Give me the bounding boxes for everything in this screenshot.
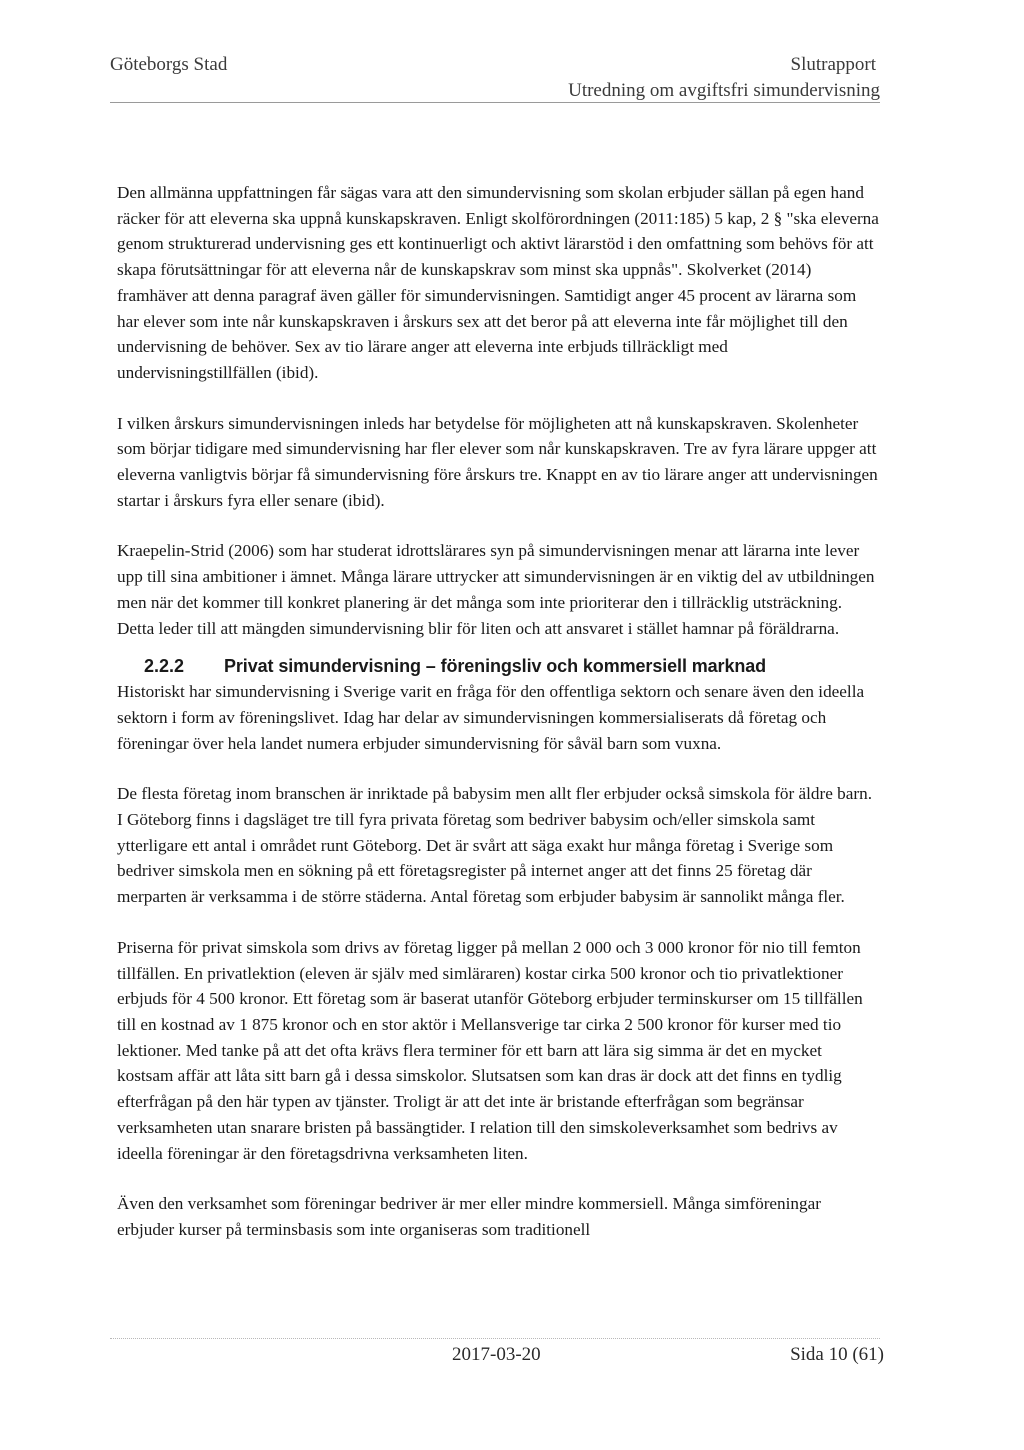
header-report-type: Slutrapport bbox=[790, 54, 876, 75]
page-header bbox=[110, 54, 880, 104]
section-title: Privat simundervisning – föreningsliv och kommersiell marknad bbox=[224, 656, 767, 677]
header-organization: Göteborgs Stad bbox=[110, 54, 228, 75]
footer-divider bbox=[110, 1338, 880, 1339]
paragraph: Även den verksamhet som föreningar bedriver är mer eller mindre kommersiell. Många simföreningar erbjuder kurser på terminsbasis som inte organiseras som traditionell bbox=[117, 1194, 821, 1239]
paragraph: Priserna för privat simskola som drivs av företag ligger på mellan 2 000 och 3 000 kronor för nio till femton tillfällen. En privatlektion (eleven är själv med simläraren) kostar cirka 500 kronor och tio privatlektioner erbjuds för 4 500 kronor. Ett företag som är baserat utanför Göteborg erbjuder terminskurser om 15 tillfällen till en kostnad av 1 875 kronor och en stor aktör i Mellansverige tar cirka 2 500 kronor för kurser med tio lektioner. Med tanke på att det ofta krävs flera terminer för ett barn att lära sig simma är det en mycket kostsam affär att låta sitt barn gå i dessa simskolor. Slutsatsen som kan dras är dock att det finns en tydlig efterfrågan på den här typen av tjänster. Troligt är att det inte är bristande efterfrågan som begränsar verksamheten utan snarare bristen på bassängtider. I relation till den simskoleverksamhet som bedrivs av ideella föreningar är den företagsdrivna verksamheten liten. bbox=[117, 937, 863, 1163]
header-report-title: Utredning om avgiftsfri simundervisning bbox=[568, 80, 880, 101]
header-divider bbox=[110, 102, 880, 103]
document-body bbox=[117, 180, 879, 1268]
paragraph: I vilken årskurs simundervisningen inleds har betydelse för möjligheten att nå kunskapskraven. Skolenheter som börjar tidigare med simundervisning har fler elever som når kunskapskraven. Tre av fyra lärare uppger att eleverna vanligtvis börjar få simundervisning före årskurs tre. Knappt en av tio lärare anger att undervisningen startar i årskurs fyra eller senare (ibid). bbox=[117, 413, 878, 510]
section-heading bbox=[117, 653, 879, 679]
paragraph: De flesta företag inom branschen är inriktade på babysim men allt fler erbjuder också simskola för äldre barn. I Göteborg finns i dagsläget tre till fyra privata företag som bedriver babysim och/eller simskola samt ytterligare ett antal i området runt Göteborg. Det är svårt att säga exakt hur många företag i Sverige som bedriver simskola men en sökning på ett företagsregister på internet anger att det finns 25 företag där merparten är verksamma i de större städerna. Antal företag som erbjuder babysim är sannolikt många fler. bbox=[117, 784, 873, 907]
section-number: 2.2.2 bbox=[144, 656, 185, 677]
paragraph: Kraepelin-Strid (2006) som har studerat idrottslärares syn på simundervisningen menar att lärarna inte lever upp till sina ambitioner i ämnet. Många lärare uttrycker att simundervisningen är en viktig del av utbildningen men när det kommer till konkret planering är det många som inte prioriterar den i tillräcklig utsträckning. Detta leder till att mängden simundervisning blir för liten och att ansvaret i stället hamnar på föräldrarna. bbox=[117, 541, 875, 638]
paragraph: Historiskt har simundervisning i Sverige varit en fråga för den offentliga sektorn och senare även den ideella sektorn i form av föreningslivet. Idag har delar av simundervisningen kommersialiserats då företag och föreningar över hela landet numera erbjuder simundervisning för såväl barn som vuxna. bbox=[117, 682, 865, 753]
footer-page-number: Sida 10 (61) bbox=[790, 1344, 884, 1365]
paragraph: Den allmänna uppfattningen får sägas vara att den simundervisning som skolan erbjuder sällan på egen hand räcker för att eleverna ska uppnå kunskapskraven. Enligt skolförordningen (2011:185) 5 kap, 2 § "ska eleverna genom strukturerad undervisning ges ett kontinuerligt och aktivt lärarstöd i den omfattning som behövs för att skapa förutsättningar för att eleverna når de kunskapskrav som minst ska uppnås". Skolverket (2014) framhäver att denna paragraf även gäller för simundervisningen. Samtidigt anger 45 procent av lärarna som har elever som inte når kunskapskraven i årskurs sex att det beror på att eleverna inte får möjlighet till den undervisning de behöver. Sex av tio lärare anger att eleverna inte erbjuds tillräckligt med undervisningstillfällen (ibid). bbox=[117, 183, 879, 382]
footer-date: 2017-03-20 bbox=[452, 1344, 541, 1365]
